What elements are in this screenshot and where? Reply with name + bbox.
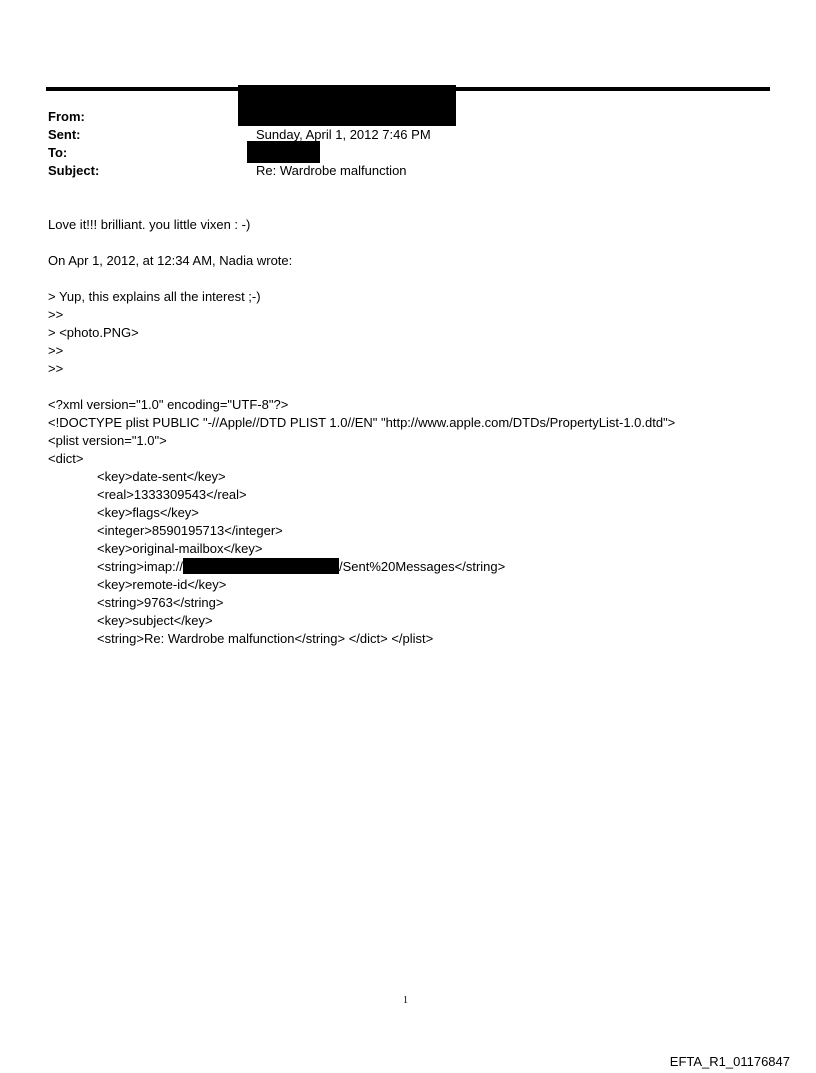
dict-line: <string>9763</string> bbox=[97, 595, 224, 610]
redaction-to bbox=[247, 141, 320, 163]
dict-line: <integer>8590195713</integer> bbox=[97, 523, 283, 538]
body-line: >> bbox=[48, 343, 64, 358]
redaction-imap bbox=[183, 558, 339, 574]
dict-line: <key>original-mailbox</key> bbox=[97, 541, 263, 556]
dict-line: <string>Re: Wardrobe malfunction</string> </dict> </plist> bbox=[97, 631, 434, 646]
imap-prefix: <string>imap:// bbox=[97, 559, 183, 574]
sent-value: Sunday, April 1, 2012 7:46 PM bbox=[256, 127, 431, 142]
body-line: > <photo.PNG> bbox=[48, 325, 139, 340]
body-line: > Yup, this explains all the interest ;-) bbox=[48, 289, 261, 304]
body-line: Love it!!! brilliant. you little vixen : -) bbox=[48, 217, 251, 232]
body-line: <?xml version="1.0" encoding="UTF-8"?> bbox=[48, 397, 289, 412]
bates-number: EFTA_R1_01176847 bbox=[669, 1054, 790, 1069]
dict-line: <key>date-sent</key> bbox=[97, 469, 226, 484]
dict-line: <key>subject</key> bbox=[97, 613, 213, 628]
body-line: <plist version="1.0"> bbox=[48, 433, 167, 448]
body-line: >> bbox=[48, 307, 64, 322]
body-line: >> bbox=[48, 361, 64, 376]
imap-line bbox=[97, 558, 505, 576]
body-line: <!DOCTYPE plist PUBLIC "-//Apple//DTD PLIST 1.0//EN" "http://www.apple.com/DTDs/PropertyList-1.0.dtd"> bbox=[48, 415, 676, 430]
subject-value: Re: Wardrobe malfunction bbox=[256, 163, 407, 178]
page-number: 1 bbox=[403, 995, 408, 1006]
body-line: <dict> bbox=[48, 451, 84, 466]
dict-line: <key>flags</key> bbox=[97, 505, 199, 520]
imap-suffix: /Sent%20Messages</string> bbox=[339, 559, 506, 574]
subject-label: Subject: bbox=[48, 163, 100, 178]
sent-label: Sent: bbox=[48, 127, 81, 142]
dict-line: <key>remote-id</key> bbox=[97, 577, 227, 592]
dict-line: <real>1333309543</real> bbox=[97, 487, 247, 502]
to-label: To: bbox=[48, 145, 68, 160]
from-label: From: bbox=[48, 109, 85, 124]
body-line: On Apr 1, 2012, at 12:34 AM, Nadia wrote: bbox=[48, 253, 293, 268]
redaction-from bbox=[238, 85, 456, 126]
